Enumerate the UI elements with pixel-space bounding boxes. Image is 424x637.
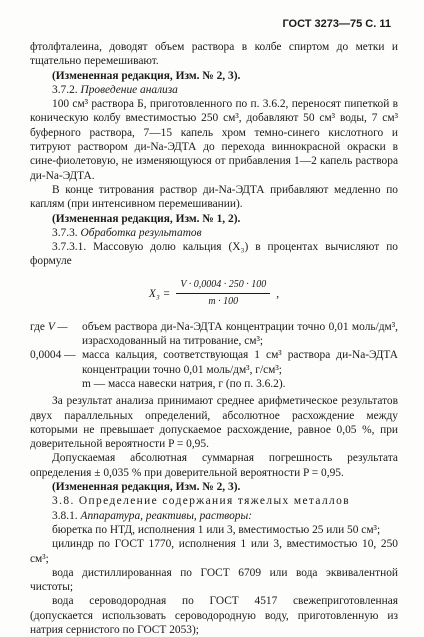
paragraph-titration-end: В конце титрования раствор ди-Na-ЭДТА прибавляют медленно по каплям (при интенсивном перемешивании). [30,183,398,211]
section-number: 3.7.2. [52,83,78,96]
paragraph-error: Допускаемая абсолютная суммарная погрешность результата определения ± 0,035 % при доверительной вероятности P = 0,95. [30,452,398,479]
definition-v [30,320,398,349]
section-number: 3.7.3. [52,226,78,239]
definition-text: объем раствора ди-Na-ЭДТА концентрации точно 0,01 моль/дм³, израсходованный на титрование, см³; [82,320,398,348]
amendment-note: (Измененная редакция, Изм. № 1, 2). [52,212,241,225]
formula-fraction [176,278,270,310]
section-title: Аппаратура, реактивы, растворы: [80,509,252,522]
list-item-h2s-water: вода сероводородная по ГОСТ 4517 свежеприготовленная (допускается использовать сероводородную воду, приготовленную из натрия сернистого по ГОСТ 2053); [30,595,398,636]
formula-denominator: m · 100 [208,296,239,308]
section-number: 3.8.1. [52,509,78,522]
section-heading-3-8-1 [30,509,398,523]
formula-numerator: V · 0,0004 · 250 · 100 [176,278,270,294]
paragraph-continuation: фтолфталеина, доводят объем раствора в колбе спиртом до метки и тщательно перемешивают. [30,41,398,68]
definition-m: m — масса навески натрия, г (по п. 3.6.2). [82,377,286,390]
page-header: ГОСТ 3273—75 С. 11 [282,18,391,30]
formula-calcium [30,274,398,314]
definition-text: масса кальция, соответствующая 1 см³ раствора ди-Na-ЭДТА концентрации точно 0,01 моль/дм³, г/см³; [82,349,398,376]
section-heading-3-7-2 [30,83,398,97]
paragraph-procedure: 100 см³ раствора Б, приготовленного по п. 3.6.2, переносят пипеткой в коническую колбу вместимостью 250 см³, добавляют 50 см³ воды, 7 см³ буферного раствора, 7—15 капель хром темно-синего кислотного и титруют раствором ди-Na-ЭДТА до перехода виннокрасной окраски в сине-фиолетовую, не изменяющуюся от прибавления 1—2 капель раствора ди-Na-ЭДТА. [30,98,398,182]
formula-tail: , [276,287,280,300]
section-heading-3-8: 3.8. Определение содержания тяжелых металлов [52,495,351,508]
list-item-water: вода дистиллированная по ГОСТ 6709 или вода эквивалентной чистоты; [30,566,398,594]
list-item-cylinder: цилиндр по ГОСТ 1770, исполнения 1 или 3, вместимостью 10, 250 см³; [30,538,398,565]
formula-lhs: X₃ = [148,287,171,300]
list-item-burette: бюретка по НТД, исполнения 1 или 3, вместимостью 25 или 50 см³; [52,523,381,536]
definition-key: 0,0004 — [30,349,76,362]
amendment-note: (Измененная редакция, Изм. № 2, 3). [52,69,241,82]
amendment-note: (Измененная редакция, Изм. № 2, 3). [52,481,241,494]
paragraph-result: За результат анализа принимают среднее арифметическое результатов двух параллельных определений, абсолютное расхождение между которыми не превышает допускаемое расхождение, равное 0,05 %, при доверительной вероятности P = 0,95. [30,395,398,451]
section-title: Проведение анализа [80,83,178,96]
section-title: Обработка результатов [80,226,202,239]
document-body [30,40,398,637]
definition-mass-calcium [30,348,398,377]
definition-key: где V — [30,320,68,333]
paragraph-formula-intro: 3.7.3.1. Массовую долю кальция (X₃) в процентах вычисляют по формуле [30,241,398,268]
section-heading-3-7-3 [30,226,398,240]
variable-definitions [30,320,398,391]
